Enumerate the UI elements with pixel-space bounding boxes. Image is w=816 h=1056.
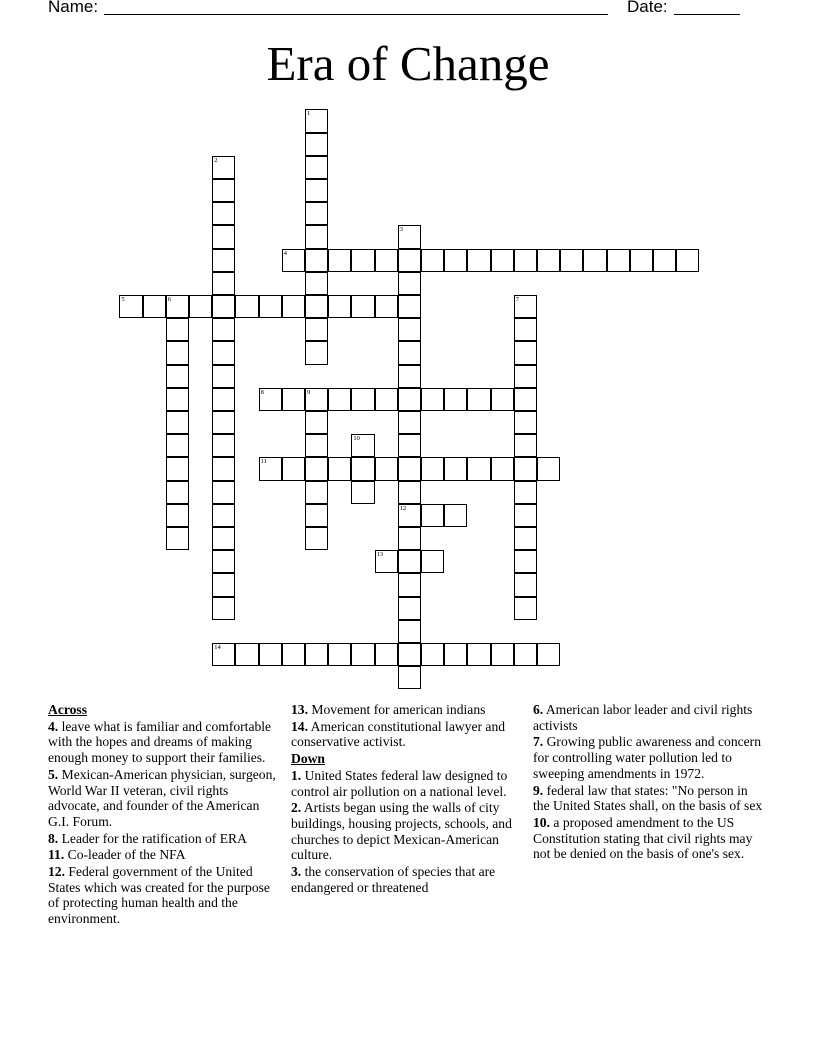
grid-cell[interactable]	[398, 411, 421, 434]
down-clue-list-cont	[533, 702, 767, 862]
grid-cell[interactable]	[212, 481, 235, 504]
grid-cell[interactable]	[282, 249, 305, 272]
grid-cell[interactable]	[514, 341, 537, 364]
grid-cell[interactable]	[398, 225, 421, 248]
clue-text: Leader for the ratification of ERA	[58, 830, 247, 846]
grid-cell[interactable]	[166, 365, 189, 388]
grid-cell[interactable]	[444, 504, 467, 527]
grid-cell[interactable]	[514, 550, 537, 573]
grid-cell[interactable]	[491, 457, 514, 480]
grid-cell[interactable]	[444, 457, 467, 480]
grid-cell[interactable]	[212, 341, 235, 364]
clue-number: 4.	[48, 718, 59, 734]
grid-cell[interactable]	[398, 365, 421, 388]
grid-cell[interactable]	[305, 388, 328, 411]
grid-cell[interactable]	[514, 597, 537, 620]
grid-cell[interactable]	[328, 249, 351, 272]
grid-cell[interactable]	[212, 295, 235, 318]
clue-item	[291, 719, 523, 750]
grid-cell[interactable]	[212, 202, 235, 225]
grid-cell[interactable]	[676, 249, 699, 272]
grid-cell[interactable]	[398, 550, 421, 573]
clue-text: United States federal law designed to control air pollution on a national level.	[291, 767, 508, 799]
grid-cell[interactable]	[328, 643, 351, 666]
grid-cell[interactable]	[514, 481, 537, 504]
grid-cell[interactable]	[166, 341, 189, 364]
clue-text: American labor leader and civil rights activists	[533, 702, 753, 733]
grid-cell[interactable]	[328, 295, 351, 318]
grid-cell[interactable]	[305, 109, 328, 132]
clue-text: the conservation of species that are endangered or threatened	[291, 864, 496, 895]
grid-cell[interactable]	[212, 597, 235, 620]
clue-number: 12.	[48, 864, 65, 880]
grid-cell[interactable]	[305, 295, 328, 318]
grid-cell[interactable]	[583, 249, 606, 272]
grid-cell[interactable]	[467, 249, 490, 272]
grid-cell[interactable]	[351, 434, 374, 457]
clue-text: leave what is familiar and comfortable with the hopes and dreams of making enough money to support their families.	[48, 718, 272, 766]
clue-text: a proposed amendment to the US Constitution stating that civil rights may not be denied on the basis of one's sex.	[533, 814, 753, 862]
grid-cell[interactable]	[212, 573, 235, 596]
grid-cell[interactable]	[212, 365, 235, 388]
grid-cell[interactable]	[630, 249, 653, 272]
down-clue-list	[291, 768, 523, 896]
date-label: Date:	[627, 0, 668, 16]
clue-number: 13.	[291, 702, 308, 717]
cell-number: 3	[399, 226, 404, 234]
grid-cell[interactable]	[305, 156, 328, 179]
grid-cell[interactable]	[375, 249, 398, 272]
clue-number: 11.	[48, 847, 65, 863]
clue-text: federal law that states: "No person in the United States shall, on the basis of sex	[533, 782, 763, 814]
cell-number: 9	[307, 388, 311, 396]
grid-cell[interactable]	[351, 388, 374, 411]
grid-cell[interactable]	[305, 225, 328, 248]
grid-cell[interactable]	[212, 411, 235, 434]
grid-cell[interactable]	[398, 434, 421, 457]
grid-cell[interactable]	[421, 643, 444, 666]
cell-number: 8	[260, 388, 264, 396]
grid-cell[interactable]	[305, 481, 328, 504]
grid-cell[interactable]	[351, 643, 374, 666]
grid-cell[interactable]	[166, 527, 189, 550]
grid-cell[interactable]	[398, 573, 421, 596]
grid-cell[interactable]	[166, 318, 189, 341]
grid-cell[interactable]	[305, 179, 328, 202]
grid-cell[interactable]	[421, 388, 444, 411]
grid-cell[interactable]	[282, 295, 305, 318]
grid-cell[interactable]	[444, 388, 467, 411]
name-blank-line[interactable]	[104, 14, 608, 15]
grid-cell[interactable]	[375, 388, 398, 411]
grid-cell[interactable]	[212, 434, 235, 457]
grid-cell[interactable]	[212, 457, 235, 480]
clue-number: 14.	[291, 718, 308, 734]
grid-cell[interactable]	[514, 388, 537, 411]
clue-number: 1.	[291, 767, 302, 783]
name-label: Name:	[48, 0, 99, 16]
grid-cell[interactable]	[351, 457, 374, 480]
clue-item	[533, 815, 767, 862]
grid-cell[interactable]	[398, 481, 421, 504]
grid-cell[interactable]	[467, 388, 490, 411]
clue-item	[291, 702, 523, 718]
grid-cell[interactable]	[166, 434, 189, 457]
grid-cell[interactable]	[398, 295, 421, 318]
grid-cell[interactable]	[653, 249, 676, 272]
grid-cell[interactable]	[212, 550, 235, 573]
across-clue-list-cont	[291, 702, 523, 750]
clue-item	[533, 702, 767, 733]
grid-cell[interactable]	[537, 457, 560, 480]
grid-cell[interactable]	[166, 481, 189, 504]
grid-cell[interactable]	[305, 272, 328, 295]
clue-number: 8.	[48, 830, 59, 846]
clue-item	[291, 800, 523, 863]
grid-cell[interactable]	[514, 457, 537, 480]
grid-cell[interactable]	[119, 295, 142, 318]
grid-cell[interactable]	[514, 643, 537, 666]
grid-cell[interactable]	[259, 295, 282, 318]
cell-number: 6	[167, 296, 172, 303]
grid-cell[interactable]	[235, 295, 258, 318]
page-title: Era of Change	[266, 36, 550, 91]
clue-text: Mexican-American physician, surgeon, World War II veteran, civil rights advocate, and founder of the American G.I. Forum.	[48, 766, 276, 829]
grid-cell[interactable]	[398, 457, 421, 480]
clue-text: Federal government of the United States which was created for the purpose of protecting human health and the environment.	[48, 864, 270, 927]
grid-cell[interactable]	[212, 527, 235, 550]
grid-cell[interactable]	[212, 225, 235, 248]
grid-cell[interactable]	[305, 318, 328, 341]
grid-cell[interactable]	[398, 341, 421, 364]
clue-number: 3.	[291, 864, 302, 880]
grid-cell[interactable]	[607, 249, 630, 272]
cell-number: 10	[353, 435, 360, 443]
grid-cell[interactable]	[444, 643, 467, 666]
clue-number: 9.	[533, 782, 544, 798]
grid-cell[interactable]	[537, 249, 560, 272]
grid-cell[interactable]	[351, 295, 374, 318]
grid-cell[interactable]	[398, 666, 421, 689]
clue-number: 7.	[533, 734, 544, 750]
date-blank-line[interactable]	[674, 14, 740, 15]
clue-number: 6.	[533, 702, 544, 717]
grid-cell[interactable]	[143, 295, 166, 318]
grid-cell[interactable]	[328, 457, 351, 480]
grid-cell[interactable]	[491, 643, 514, 666]
clues-column-2	[291, 702, 523, 896]
cell-number: 11	[260, 458, 267, 466]
grid-cell[interactable]	[514, 365, 537, 388]
grid-cell[interactable]	[467, 643, 490, 666]
grid-cell[interactable]	[235, 643, 258, 666]
grid-cell[interactable]	[305, 202, 328, 225]
grid-cell[interactable]	[212, 272, 235, 295]
cell-number: 13	[376, 551, 384, 559]
grid-cell[interactable]	[514, 434, 537, 457]
clue-item	[48, 719, 280, 766]
grid-cell[interactable]	[398, 504, 421, 527]
grid-cell[interactable]	[305, 341, 328, 364]
grid-cell[interactable]	[421, 457, 444, 480]
grid-cell[interactable]	[398, 272, 421, 295]
grid-cell[interactable]	[398, 597, 421, 620]
grid-cell[interactable]	[305, 504, 328, 527]
grid-cell[interactable]	[189, 295, 212, 318]
grid-cell[interactable]	[305, 457, 328, 480]
cell-number: 4	[283, 249, 288, 257]
grid-cell[interactable]	[328, 388, 351, 411]
grid-cell[interactable]	[282, 388, 305, 411]
grid-cell[interactable]	[212, 643, 235, 666]
grid-cell[interactable]	[514, 573, 537, 596]
grid-cell[interactable]	[212, 388, 235, 411]
cell-number: 1	[307, 110, 311, 118]
grid-cell[interactable]	[421, 550, 444, 573]
grid-cell[interactable]	[421, 504, 444, 527]
clue-text: Growing public awareness and concern for controlling water pollution led to sweeping amendments in 1972.	[533, 734, 762, 781]
clue-item	[533, 783, 767, 814]
clue-number: 5.	[48, 766, 59, 782]
grid-cell[interactable]	[212, 249, 235, 272]
clue-text: American constitutional lawyer and conservative activist.	[291, 718, 506, 750]
grid-cell[interactable]	[212, 179, 235, 202]
cell-number: 5	[121, 296, 125, 303]
clue-number: 10.	[533, 814, 550, 830]
clue-item	[291, 768, 523, 799]
grid-cell[interactable]	[259, 643, 282, 666]
clue-item	[48, 767, 280, 830]
grid-cell[interactable]	[282, 643, 305, 666]
clue-item	[291, 864, 523, 895]
grid-cell[interactable]	[398, 643, 421, 666]
grid-cell[interactable]	[305, 434, 328, 457]
worksheet-header	[48, 0, 748, 17]
grid-cell[interactable]	[398, 318, 421, 341]
grid-cell[interactable]	[282, 457, 305, 480]
grid-cell[interactable]	[375, 550, 398, 573]
clue-item	[48, 864, 280, 927]
grid-cell[interactable]	[351, 249, 374, 272]
grid-cell[interactable]	[375, 295, 398, 318]
clue-item	[533, 734, 767, 781]
grid-cell[interactable]	[537, 643, 560, 666]
grid-cell[interactable]	[514, 318, 537, 341]
grid-cell[interactable]	[398, 249, 421, 272]
grid-cell[interactable]	[560, 249, 583, 272]
grid-cell[interactable]	[491, 388, 514, 411]
across-heading: Across	[48, 702, 88, 717]
grid-cell[interactable]	[421, 249, 444, 272]
cell-number: 2	[214, 156, 218, 164]
grid-cell[interactable]	[166, 388, 189, 411]
grid-cell[interactable]	[491, 249, 514, 272]
clue-text: Artists began using the walls of city buildings, housing projects, schools, and churches to depict Mexican-American culture.	[291, 800, 512, 863]
grid-cell[interactable]	[305, 527, 328, 550]
cell-number: 12	[399, 504, 407, 512]
grid-cell[interactable]	[351, 481, 374, 504]
grid-cell[interactable]	[305, 411, 328, 434]
grid-cell[interactable]	[375, 643, 398, 666]
grid-cell[interactable]	[166, 295, 189, 318]
clues-column-3	[533, 702, 767, 863]
cell-number: 14	[214, 644, 221, 651]
grid-cell[interactable]	[444, 249, 467, 272]
clues-column-1	[48, 702, 280, 928]
grid-cell[interactable]	[305, 133, 328, 156]
clue-text: Movement for american indians	[308, 702, 486, 717]
grid-cell[interactable]	[514, 527, 537, 550]
grid-cell[interactable]	[305, 249, 328, 272]
clue-item	[48, 847, 280, 863]
grid-cell[interactable]	[398, 527, 421, 550]
grid-cell[interactable]	[514, 295, 537, 318]
grid-cell[interactable]	[514, 411, 537, 434]
grid-cell[interactable]	[212, 318, 235, 341]
clue-text: Co-leader of the NFA	[64, 847, 186, 863]
grid-cell[interactable]	[467, 457, 490, 480]
across-clue-list	[48, 719, 280, 927]
grid-cell[interactable]	[259, 457, 282, 480]
clue-item	[48, 831, 280, 847]
grid-cell[interactable]	[212, 504, 235, 527]
grid-cell[interactable]	[514, 249, 537, 272]
cell-number: 7	[515, 296, 520, 303]
down-heading: Down	[291, 751, 325, 767]
grid-cell[interactable]	[398, 620, 421, 643]
grid-cell[interactable]	[166, 457, 189, 480]
grid-cell[interactable]	[398, 388, 421, 411]
grid-cell[interactable]	[166, 504, 189, 527]
grid-cell[interactable]	[259, 388, 282, 411]
clue-number: 2.	[291, 800, 302, 816]
grid-cell[interactable]	[166, 411, 189, 434]
grid-cell[interactable]	[514, 504, 537, 527]
grid-cell[interactable]	[375, 457, 398, 480]
grid-cell[interactable]	[305, 643, 328, 666]
grid-cell[interactable]	[212, 156, 235, 179]
